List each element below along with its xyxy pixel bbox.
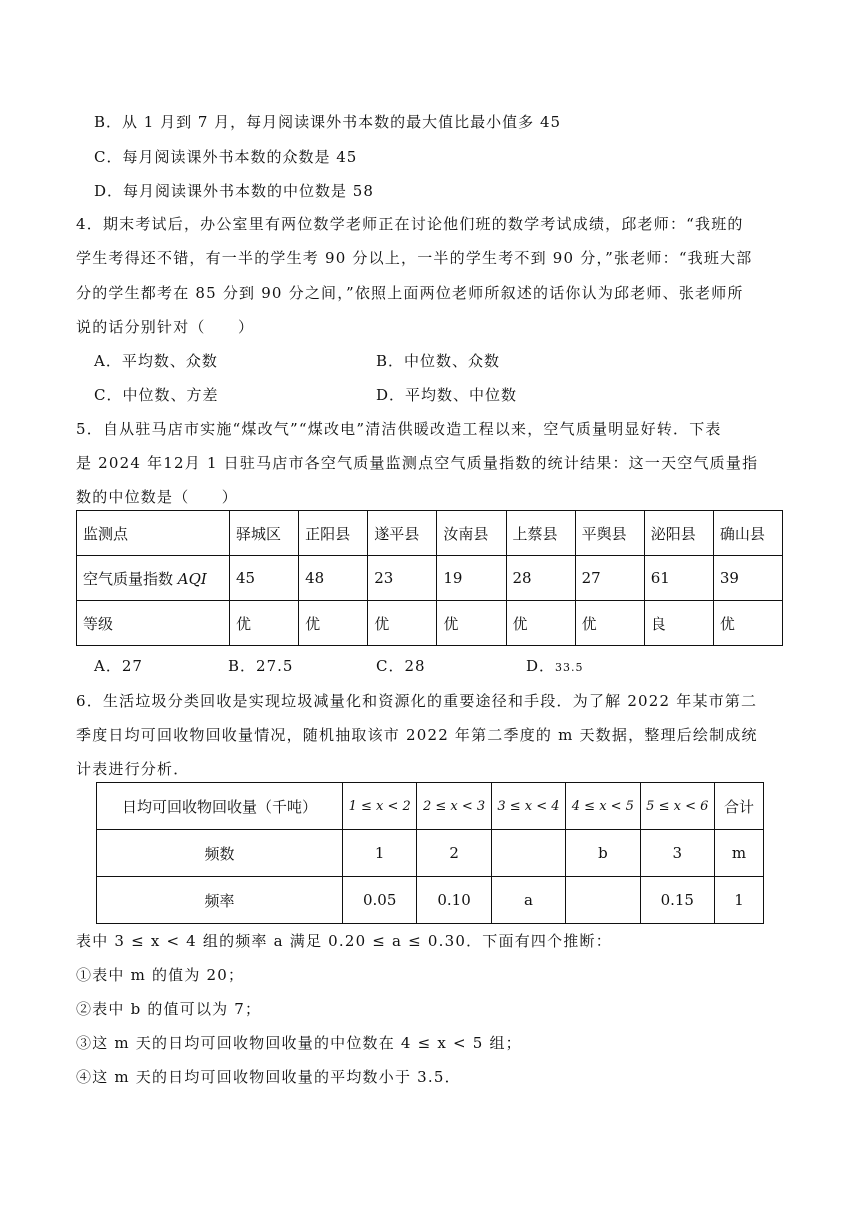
aqi-header-cell: 确山县 <box>713 511 782 556</box>
q4-option-d: D．平均数、中位数 <box>376 386 518 404</box>
freq-cell <box>491 830 565 877</box>
aqi-value-cell: 28 <box>506 556 575 601</box>
aqi-value-cell: 45 <box>230 556 299 601</box>
aqi-header-cell: 平舆县 <box>575 511 644 556</box>
aqi-header-cell: 遂平县 <box>368 511 437 556</box>
recycling-header-cell: 1 ≤ x < 2 <box>343 783 417 830</box>
grade-cell: 优 <box>437 601 506 646</box>
aqi-table-header-row <box>77 511 783 556</box>
q5-line-2: 是 2024 年12月 1 日驻马店市各空气质量监测点空气质量指数的统计结果：这一天空气质量指 <box>76 454 759 472</box>
grade-cell: 优 <box>368 601 437 646</box>
rate-cell: 1 <box>715 877 764 924</box>
rate-row-label: 频率 <box>97 877 343 924</box>
q6-line-3: 计表进行分析． <box>76 760 190 778</box>
aqi-value-cell: 23 <box>368 556 437 601</box>
grade-cell: 优 <box>575 601 644 646</box>
aqi-header-cell: 正阳县 <box>299 511 368 556</box>
recycling-header-cell: 5 ≤ x < 6 <box>640 783 714 830</box>
rate-cell: 0.05 <box>343 877 417 924</box>
q5-line-3: 数的中位数是（ ） <box>76 488 239 506</box>
q4-option-a: A．平均数、众数 <box>94 352 218 370</box>
q6-after-table: 表中 3 ≤ x < 4 组的频率 a 满足 0.20 ≤ a ≤ 0.30．下面有四个推断： <box>76 932 612 950</box>
recycling-header-cell: 2 ≤ x < 3 <box>417 783 491 830</box>
q5-option-a: A．27 <box>94 657 143 675</box>
q4-line-4: 说的话分别针对（ ） <box>76 318 255 336</box>
aqi-header-cell: 上蔡县 <box>506 511 575 556</box>
q6-inference-3: ③这 m 天的日均可回收物回收量的中位数在 4 ≤ x < 5 组； <box>76 1034 522 1052</box>
q5-option-d-value: 33.5 <box>555 661 584 674</box>
grade-cell: 优 <box>299 601 368 646</box>
freq-cell: m <box>715 830 764 877</box>
aqi-header-cell: 监测点 <box>77 511 230 556</box>
recycling-rate-row <box>97 877 764 924</box>
q5-option-c: C．28 <box>376 657 426 675</box>
freq-cell: b <box>566 830 640 877</box>
q3-option-c: C．每月阅读课外书本数的众数是 45 <box>94 148 358 166</box>
aqi-value-cell: 19 <box>437 556 506 601</box>
freq-cell: 1 <box>343 830 417 877</box>
freq-cell: 2 <box>417 830 491 877</box>
aqi-row-label-text: 空气质量指数 <box>83 569 174 588</box>
grade-cell: 优 <box>230 601 299 646</box>
recycling-header-cell: 合计 <box>715 783 764 830</box>
q4-line-1: 4．期末考试后，办公室里有两位数学老师正在讨论他们班的数学考试成绩，邱老师：“我班的 <box>76 215 744 233</box>
aqi-row-label <box>77 556 230 601</box>
aqi-value-cell: 48 <box>299 556 368 601</box>
recycling-freq-row <box>97 830 764 877</box>
aqi-header-cell: 泌阳县 <box>644 511 713 556</box>
grade-row-label: 等级 <box>77 601 230 646</box>
q5-option-d <box>526 655 584 676</box>
recycling-header-cell: 日均可回收物回收量（千吨） <box>97 783 343 830</box>
grade-cell: 良 <box>644 601 713 646</box>
q4-line-2: 学生考得还不错，有一半的学生考 90 分以上，一半的学生考不到 90 分，”张老师：“我班大部 <box>76 249 753 267</box>
aqi-variable: AQI <box>177 569 207 588</box>
recycling-header-cell: 3 ≤ x < 4 <box>491 783 565 830</box>
q5-line-1: 5．自从驻马店市实施“煤改气”“煤改电”清洁供暖改造工程以来，空气质量明显好转．下表 <box>76 420 722 438</box>
recycling-header-row <box>97 783 764 830</box>
freq-cell: 3 <box>640 830 714 877</box>
rate-cell: 0.15 <box>640 877 714 924</box>
rate-cell: a <box>491 877 565 924</box>
grade-cell: 优 <box>506 601 575 646</box>
q5-option-d-prefix: D． <box>526 657 556 675</box>
q5-option-b: B．27.5 <box>228 657 294 675</box>
q4-line-3: 分的学生都考在 85 分到 90 分之间，”依照上面两位老师所叙述的话你认为邱老师、张老师所 <box>76 284 744 302</box>
rate-cell: 0.10 <box>417 877 491 924</box>
q6-inference-2: ②表中 b 的值可以为 7； <box>76 1000 262 1018</box>
q4-option-c: C．中位数、方差 <box>94 386 219 404</box>
aqi-value-cell: 61 <box>644 556 713 601</box>
aqi-value-cell: 27 <box>575 556 644 601</box>
aqi-table-value-row <box>77 556 783 601</box>
q4-option-b: B．中位数、众数 <box>376 352 501 370</box>
q6-line-2: 季度日均可回收物回收量情况，随机抽取该市 2022 年第二季度的 m 天数据，整理后绘制成统 <box>76 726 758 744</box>
aqi-table-grade-row <box>77 601 783 646</box>
q3-option-b: B．从 1 月到 7 月，每月阅读课外书本数的最大值比最小值多 45 <box>94 113 562 131</box>
freq-row-label: 频数 <box>97 830 343 877</box>
q6-line-1: 6．生活垃圾分类回收是实现垃圾减量化和资源化的重要途径和手段．为了解 2022 年某市第二 <box>76 692 758 710</box>
recycling-header-cell: 4 ≤ x < 5 <box>566 783 640 830</box>
aqi-table <box>76 510 783 646</box>
aqi-value-cell: 39 <box>713 556 782 601</box>
grade-cell: 优 <box>713 601 782 646</box>
q6-inference-1: ①表中 m 的值为 20； <box>76 966 245 984</box>
aqi-header-cell: 汝南县 <box>437 511 506 556</box>
q3-option-d: D．每月阅读课外书本数的中位数是 58 <box>94 182 374 200</box>
recycling-table <box>96 782 764 924</box>
aqi-header-cell: 驿城区 <box>230 511 299 556</box>
rate-cell <box>566 877 640 924</box>
q6-inference-4: ④这 m 天的日均可回收物回收量的平均数小于 3.5． <box>76 1068 461 1086</box>
